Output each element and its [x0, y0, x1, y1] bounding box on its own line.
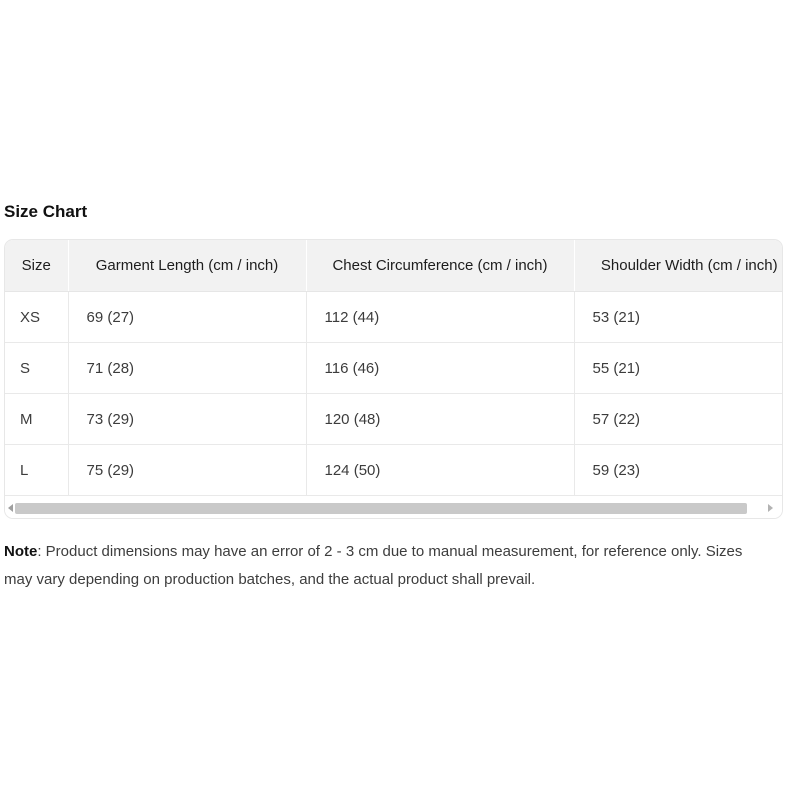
cell-size: L — [5, 445, 68, 496]
cell-garment-length: 75 (29) — [68, 445, 306, 496]
cell-chest-circumference: 116 (46) — [306, 343, 574, 394]
cell-garment-length: 71 (28) — [68, 343, 306, 394]
cell-shoulder-width: 53 (21) — [574, 292, 782, 343]
cell-chest-circumference: 112 (44) — [306, 292, 574, 343]
column-header-size: Size — [5, 240, 68, 292]
table-row-s — [5, 343, 782, 394]
cell-chest-circumference: 120 (48) — [306, 394, 574, 445]
scroll-left-arrow-icon[interactable] — [8, 504, 13, 512]
cell-chest-circumference: 124 (50) — [306, 445, 574, 496]
size-chart-table — [5, 240, 782, 496]
cell-shoulder-width: 59 (23) — [574, 445, 782, 496]
cell-size: M — [5, 394, 68, 445]
note-label: Note — [4, 543, 38, 560]
table-row-l — [5, 445, 782, 496]
table-header-row — [5, 240, 782, 292]
cell-shoulder-width: 57 (22) — [574, 394, 782, 445]
scroll-right-arrow-icon[interactable] — [768, 504, 773, 512]
column-header-shoulder-width: Shoulder Width (cm / inch) — [574, 240, 782, 292]
table-row-xs — [5, 292, 782, 343]
column-header-garment-length: Garment Length (cm / inch) — [68, 240, 306, 292]
column-header-chest-circumference: Chest Circumference (cm / inch) — [306, 240, 574, 292]
cell-size: XS — [5, 292, 68, 343]
cell-size: S — [5, 343, 68, 394]
note-line2: may vary depending on production batches, and the actual product shall prevail. — [4, 571, 536, 588]
size-chart-heading: Size Chart — [4, 202, 88, 221]
size-chart-table-card — [4, 239, 783, 519]
cell-garment-length: 73 (29) — [68, 394, 306, 445]
cell-garment-length: 69 (27) — [68, 292, 306, 343]
horizontal-scrollbar[interactable] — [5, 498, 782, 518]
size-chart-scroll-area[interactable] — [5, 240, 782, 498]
scrollbar-thumb[interactable] — [15, 503, 747, 514]
cell-shoulder-width: 55 (21) — [574, 343, 782, 394]
note-line1: : Product dimensions may have an error of 2 - 3 cm due to manual measurement, for reference only. Sizes — [37, 543, 743, 560]
table-row-m — [5, 394, 782, 445]
measurement-note — [4, 538, 792, 594]
